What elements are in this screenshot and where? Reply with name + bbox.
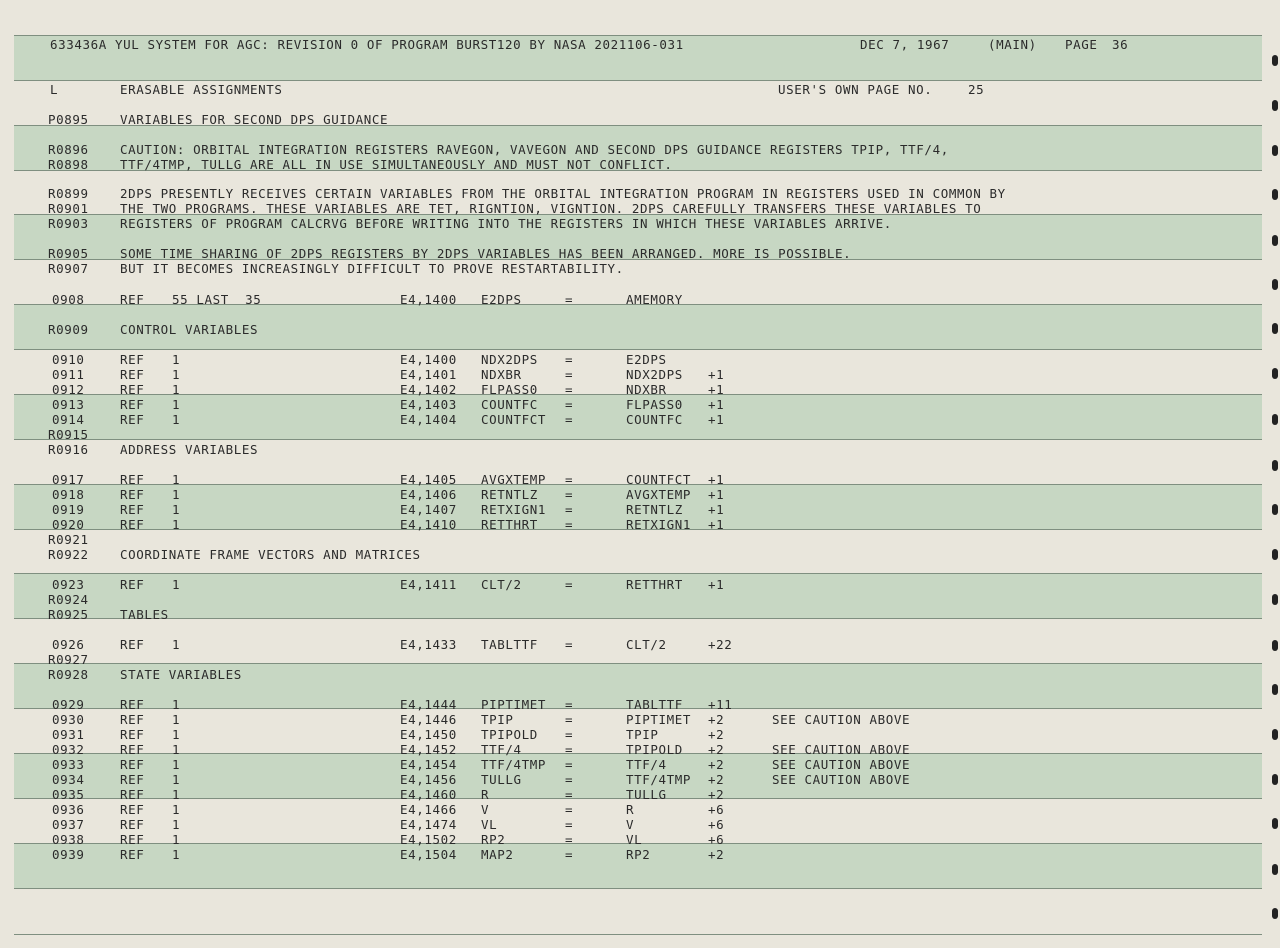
equals-sign: = [565, 817, 574, 832]
line-number: 0926 [52, 637, 85, 652]
ref-count: 1 [172, 832, 181, 847]
equate-expression: AVGXTEMP [626, 487, 692, 502]
tractor-feed-strip [1270, 0, 1280, 948]
offset-value: +6 [708, 802, 725, 817]
erasable-address: E4,1504 [400, 847, 457, 862]
offset-value: +1 [708, 397, 725, 412]
line-number: R0924 [48, 592, 89, 607]
line-number: 0911 [52, 367, 85, 382]
ref-count: 1 [172, 637, 181, 652]
feed-hole-icon [1272, 235, 1278, 246]
ref-keyword: REF [120, 697, 145, 712]
equate-expression: E2DPS [626, 352, 667, 367]
equals-sign: = [565, 802, 574, 817]
erasable-address: E4,1400 [400, 292, 457, 307]
feed-hole-icon [1272, 864, 1278, 875]
erasable-address: E4,1406 [400, 487, 457, 502]
equals-sign: = [565, 577, 574, 592]
feed-hole-icon [1272, 774, 1278, 785]
ref-count: 1 [172, 802, 181, 817]
ref-count: 1 [172, 487, 181, 502]
feed-hole-icon [1272, 504, 1278, 515]
listing-header: 633436A YUL SYSTEM FOR AGC: REVISION 0 OF PROGRAM BURST120 BY NASA 2021106-031 [50, 37, 684, 52]
ref-count: 1 [172, 517, 181, 532]
rule-line [14, 888, 1262, 889]
register-name: TABLTTF [481, 637, 538, 652]
ref-keyword: REF [120, 502, 145, 517]
feed-hole-icon [1272, 55, 1278, 66]
erasable-address: E4,1401 [400, 367, 457, 382]
ref-count: 1 [172, 397, 181, 412]
erasable-address: E4,1456 [400, 772, 457, 787]
ref-count: 1 [172, 727, 181, 742]
feed-hole-icon [1272, 145, 1278, 156]
line-number: R0922 [48, 547, 89, 562]
ref-keyword: REF [120, 292, 145, 307]
erasable-address: E4,1411 [400, 577, 457, 592]
offset-value: +1 [708, 517, 725, 532]
line-number: 0933 [52, 757, 85, 772]
line-number: 0937 [52, 817, 85, 832]
section-heading: STATE VARIABLES [120, 667, 242, 682]
equals-sign: = [565, 787, 574, 802]
ref-keyword: REF [120, 817, 145, 832]
equate-expression: FLPASS0 [626, 397, 683, 412]
line-number: R0909 [48, 322, 89, 337]
comment-text: 2DPS PRESENTLY RECEIVES CERTAIN VARIABLES FROM THE ORBITAL INTEGRATION PROGRAM IN REGISTERS USED IN COMMON BY [120, 186, 1006, 201]
equate-expression: V [626, 817, 635, 832]
register-name: TULLG [481, 772, 522, 787]
erasable-address: E4,1402 [400, 382, 457, 397]
header-mode: (MAIN) [988, 37, 1037, 52]
equate-expression: COUNTFC [626, 412, 683, 427]
line-number: 0935 [52, 787, 85, 802]
offset-value: +6 [708, 817, 725, 832]
erasable-address: E4,1454 [400, 757, 457, 772]
erasable-address: E4,1400 [400, 352, 457, 367]
users-page-number: 25 [968, 82, 985, 97]
feed-hole-icon [1272, 189, 1278, 200]
offset-value: +1 [708, 472, 725, 487]
header-date: DEC 7, 1967 [860, 37, 950, 52]
feed-hole-icon [1272, 368, 1278, 379]
caution-note: SEE CAUTION ABOVE [772, 757, 911, 772]
ref-keyword: REF [120, 517, 145, 532]
equate-expression: RETXIGN1 [626, 517, 692, 532]
line-number: 0919 [52, 502, 85, 517]
line-number: P0895 [48, 112, 89, 127]
comment-text: REGISTERS OF PROGRAM CALCRVG BEFORE WRITING INTO THE REGISTERS IN WHICH THESE VARIABLES ARRIVE. [120, 216, 892, 231]
header-page-label: PAGE [1065, 37, 1098, 52]
offset-value: +2 [708, 772, 725, 787]
ref-count: 1 [172, 742, 181, 757]
register-name: VL [481, 817, 498, 832]
register-name: RETXIGN1 [481, 502, 547, 517]
comment-text: VARIABLES FOR SECOND DPS GUIDANCE [120, 112, 389, 127]
ref-keyword: REF [120, 772, 145, 787]
offset-value: +2 [708, 787, 725, 802]
line-number: R0916 [48, 442, 89, 457]
register-name: MAP2 [481, 847, 514, 862]
line-number: 0913 [52, 397, 85, 412]
section-letter: L [50, 82, 59, 97]
ref-keyword: REF [120, 637, 145, 652]
line-number: 0936 [52, 802, 85, 817]
comment-text: TTF/4TMP, TULLG ARE ALL IN USE SIMULTANEOUSLY AND MUST NOT CONFLICT. [120, 157, 673, 172]
register-name: V [481, 802, 490, 817]
section-heading: COORDINATE FRAME VECTORS AND MATRICES [120, 547, 421, 562]
rule-line [14, 934, 1262, 935]
section-heading: CONTROL VARIABLES [120, 322, 259, 337]
feed-hole-icon [1272, 100, 1278, 111]
ref-keyword: REF [120, 367, 145, 382]
equate-expression: RETTHRT [626, 577, 683, 592]
offset-value: +1 [708, 412, 725, 427]
erasable-address: E4,1446 [400, 712, 457, 727]
ref-keyword: REF [120, 757, 145, 772]
line-number: 0932 [52, 742, 85, 757]
register-name: R [481, 787, 490, 802]
ref-count: 1 [172, 697, 181, 712]
erasable-address: E4,1502 [400, 832, 457, 847]
ref-count: 1 [172, 712, 181, 727]
rule-line [14, 35, 1262, 36]
equate-expression: COUNTFCT [626, 472, 692, 487]
equate-expression: PIPTIMET [626, 712, 692, 727]
line-number: R0899 [48, 186, 89, 201]
equals-sign: = [565, 367, 574, 382]
equals-sign: = [565, 712, 574, 727]
rule-line [14, 573, 1262, 574]
offset-value: +2 [708, 757, 725, 772]
caution-note: SEE CAUTION ABOVE [772, 772, 911, 787]
equals-sign: = [565, 847, 574, 862]
comment-text: SOME TIME SHARING OF 2DPS REGISTERS BY 2DPS VARIABLES HAS BEEN ARRANGED. MORE IS POSSIBLE. [120, 246, 852, 261]
line-number: R0921 [48, 532, 89, 547]
comment-text: BUT IT BECOMES INCREASINGLY DIFFICULT TO PROVE RESTARTABILITY. [120, 261, 624, 276]
register-name: TPIPOLD [481, 727, 538, 742]
equate-expression: VL [626, 832, 643, 847]
equals-sign: = [565, 832, 574, 847]
ref-keyword: REF [120, 577, 145, 592]
comment-text: CAUTION: ORBITAL INTEGRATION REGISTERS RAVEGON, VAVEGON AND SECOND DPS GUIDANCE REGISTERS TPIP, TTF/4, [120, 142, 949, 157]
ref-keyword: REF [120, 382, 145, 397]
ref-count: 1 [172, 502, 181, 517]
ref-keyword: REF [120, 787, 145, 802]
erasable-address: E4,1405 [400, 472, 457, 487]
equals-sign: = [565, 382, 574, 397]
ref-keyword: REF [120, 472, 145, 487]
equals-sign: = [565, 727, 574, 742]
ref-keyword: REF [120, 712, 145, 727]
equate-expression: RP2 [626, 847, 651, 862]
equals-sign: = [565, 742, 574, 757]
offset-value: +6 [708, 832, 725, 847]
offset-value: +2 [708, 847, 725, 862]
feed-hole-icon [1272, 818, 1278, 829]
equals-sign: = [565, 292, 574, 307]
equals-sign: = [565, 487, 574, 502]
erasable-address: E4,1450 [400, 727, 457, 742]
equals-sign: = [565, 412, 574, 427]
equals-sign: = [565, 502, 574, 517]
line-number: 0938 [52, 832, 85, 847]
register-name: CLT/2 [481, 577, 522, 592]
ref-count: 1 [172, 772, 181, 787]
equate-expression: TULLG [626, 787, 667, 802]
comment-text: THE TWO PROGRAMS. THESE VARIABLES ARE TET, RIGNTION, VIGNTION. 2DPS CAREFULLY TRANSFERS THESE VARIABLES TO [120, 201, 982, 216]
line-number: 0923 [52, 577, 85, 592]
feed-hole-icon [1272, 729, 1278, 740]
ref-keyword: REF [120, 352, 145, 367]
line-number: R0905 [48, 246, 89, 261]
register-name: PIPTIMET [481, 697, 547, 712]
rule-line [14, 439, 1262, 440]
line-number: R0928 [48, 667, 89, 682]
line-number: 0929 [52, 697, 85, 712]
line-number: R0903 [48, 216, 89, 231]
feed-hole-icon [1272, 460, 1278, 471]
register-name: FLPASS0 [481, 382, 538, 397]
erasable-address: E4,1403 [400, 397, 457, 412]
line-number: 0918 [52, 487, 85, 502]
register-name: COUNTFC [481, 397, 538, 412]
erasable-address: E4,1452 [400, 742, 457, 757]
line-number: 0914 [52, 412, 85, 427]
ref-count: 1 [172, 757, 181, 772]
equate-expression: NDXBR [626, 382, 667, 397]
feed-hole-icon [1272, 640, 1278, 651]
section-heading: ADDRESS VARIABLES [120, 442, 259, 457]
line-number: R0925 [48, 607, 89, 622]
line-number: 0910 [52, 352, 85, 367]
section-title: ERASABLE ASSIGNMENTS [120, 82, 283, 97]
register-name: RETTHRT [481, 517, 538, 532]
offset-value: +22 [708, 637, 733, 652]
feed-hole-icon [1272, 908, 1278, 919]
ref-count: 1 [172, 847, 181, 862]
equals-sign: = [565, 397, 574, 412]
offset-value: +1 [708, 367, 725, 382]
register-name: TTF/4 [481, 742, 522, 757]
line-number: R0898 [48, 157, 89, 172]
ref-count: 1 [172, 787, 181, 802]
equals-sign: = [565, 352, 574, 367]
equals-sign: = [565, 697, 574, 712]
register-name: TPIP [481, 712, 514, 727]
equate-expression: R [626, 802, 635, 817]
feed-hole-icon [1272, 323, 1278, 334]
feed-hole-icon [1272, 279, 1278, 290]
feed-hole-icon [1272, 684, 1278, 695]
line-number: 0934 [52, 772, 85, 787]
ref-keyword: REF [120, 412, 145, 427]
equals-sign: = [565, 637, 574, 652]
equals-sign: = [565, 757, 574, 772]
feed-hole-icon [1272, 549, 1278, 560]
offset-value: +1 [708, 487, 725, 502]
ref-keyword: REF [120, 832, 145, 847]
line-number: 0917 [52, 472, 85, 487]
line-number: R0927 [48, 652, 89, 667]
equate-expression: TABLTTF [626, 697, 683, 712]
offset-value: +1 [708, 577, 725, 592]
erasable-address: E4,1433 [400, 637, 457, 652]
ref-count: 1 [172, 367, 181, 382]
line-number: R0907 [48, 261, 89, 276]
offset-value: +2 [708, 742, 725, 757]
erasable-address: E4,1404 [400, 412, 457, 427]
equals-sign: = [565, 772, 574, 787]
ref-keyword: REF [120, 802, 145, 817]
rule-line [14, 349, 1262, 350]
register-name: RETNTLZ [481, 487, 538, 502]
register-name: E2DPS [481, 292, 522, 307]
equate-expression: TTF/4TMP [626, 772, 692, 787]
line-number: 0931 [52, 727, 85, 742]
erasable-address: E4,1474 [400, 817, 457, 832]
equals-sign: = [565, 517, 574, 532]
equals-sign: = [565, 472, 574, 487]
erasable-address: E4,1444 [400, 697, 457, 712]
offset-value: +11 [708, 697, 733, 712]
offset-value: +2 [708, 712, 725, 727]
ref-count: 1 [172, 472, 181, 487]
ref-keyword: REF [120, 727, 145, 742]
line-number: R0915 [48, 427, 89, 442]
equate-expression: AMEMORY [626, 292, 683, 307]
rule-line [14, 618, 1262, 619]
equate-expression: TTF/4 [626, 757, 667, 772]
line-number: R0901 [48, 201, 89, 216]
line-number: 0908 [52, 292, 85, 307]
register-name: NDX2DPS [481, 352, 538, 367]
equate-expression: RETNTLZ [626, 502, 683, 517]
caution-note: SEE CAUTION ABOVE [772, 742, 911, 757]
line-number: 0930 [52, 712, 85, 727]
erasable-address: E4,1466 [400, 802, 457, 817]
ref-keyword: REF [120, 847, 145, 862]
ref-count: 1 [172, 817, 181, 832]
ref-count: 55 LAST 35 [172, 292, 262, 307]
offset-value: +1 [708, 502, 725, 517]
line-number: 0920 [52, 517, 85, 532]
register-name: AVGXTEMP [481, 472, 547, 487]
register-name: COUNTFCT [481, 412, 547, 427]
ref-keyword: REF [120, 487, 145, 502]
offset-value: +1 [708, 382, 725, 397]
rule-line [14, 80, 1262, 81]
register-name: RP2 [481, 832, 506, 847]
equate-expression: NDX2DPS [626, 367, 683, 382]
feed-hole-icon [1272, 594, 1278, 605]
rule-line [14, 663, 1262, 664]
register-name: TTF/4TMP [481, 757, 547, 772]
section-heading: TABLES [120, 607, 169, 622]
caution-note: SEE CAUTION ABOVE [772, 712, 911, 727]
feed-hole-icon [1272, 414, 1278, 425]
register-name: NDXBR [481, 367, 522, 382]
ref-keyword: REF [120, 397, 145, 412]
ref-count: 1 [172, 382, 181, 397]
equate-expression: CLT/2 [626, 637, 667, 652]
erasable-address: E4,1460 [400, 787, 457, 802]
equate-expression: TPIP [626, 727, 659, 742]
ref-count: 1 [172, 412, 181, 427]
erasable-address: E4,1410 [400, 517, 457, 532]
users-page-label: USER'S OWN PAGE NO. [778, 82, 933, 97]
equate-expression: TPIPOLD [626, 742, 683, 757]
header-page-number: 36 [1112, 37, 1129, 52]
line-number: R0896 [48, 142, 89, 157]
ref-keyword: REF [120, 742, 145, 757]
ref-count: 1 [172, 577, 181, 592]
erasable-address: E4,1407 [400, 502, 457, 517]
ref-count: 1 [172, 352, 181, 367]
offset-value: +2 [708, 727, 725, 742]
line-number: 0939 [52, 847, 85, 862]
line-number: 0912 [52, 382, 85, 397]
